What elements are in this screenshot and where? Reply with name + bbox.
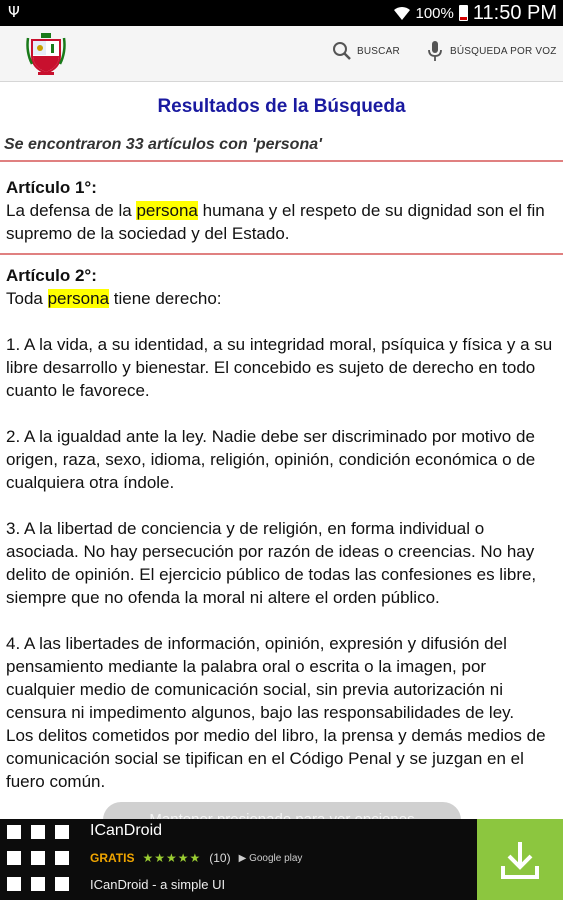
microphone-icon (424, 40, 446, 62)
download-icon (498, 838, 542, 882)
ad-app-name: ICanDroid (90, 822, 163, 839)
results-title: Resultados de la Búsqueda (157, 96, 406, 117)
ad-price: GRATIS (90, 851, 135, 865)
article-paragraph: 3. A la libertad de conciencia y de religión, en forma individual o asociada. No hay persecución por razón de ideas o creencias. No hay delito de opinión. El ejercicio público de todas las confesiones es libre, siempre que no ofenda la moral ni altere el orden público. (6, 519, 537, 607)
wifi-icon (393, 5, 411, 21)
rating-stars-icon: ★★★★★ (142, 851, 202, 865)
results-summary: Se encontraron 33 artículos con 'persona' (4, 136, 322, 153)
article-heading: Artículo 2°: (6, 266, 97, 285)
ad-rating-row (90, 851, 302, 865)
search-action[interactable] (331, 40, 400, 62)
search-label: BUSCAR (357, 45, 400, 57)
battery-percent: 100% (415, 4, 454, 22)
article-paragraph: 2. A la igualdad ante la ley. Nadie debe ser discriminado por motivo de origen, raza, sexo, idioma, religión, opinión, condición económica o de cualquiera otra índole. (6, 427, 536, 492)
status-bar (0, 0, 563, 26)
article-body: La defensa de la persona humana y el respeto de su dignidad son el fin supremo de la sociedad y del Estado. (6, 201, 545, 243)
clock: 11:50 PM (472, 1, 557, 24)
divider (0, 160, 563, 162)
article-heading: Artículo 1°: (6, 178, 97, 197)
article-paragraph: Los delitos cometidos por medio del libro, la prensa y demás medios de comunicación social se tipifican en el Código Penal y se juzgan en el fuero común. (6, 726, 546, 791)
divider (0, 253, 563, 255)
battery-charging-icon (459, 5, 468, 21)
article-item[interactable] (6, 176, 556, 245)
peru-coat-of-arms-logo[interactable] (24, 30, 68, 76)
ad-rating-count: (10) (209, 851, 231, 865)
usb-icon: Ψ (8, 3, 20, 21)
article-item[interactable] (6, 264, 556, 793)
article-intro: Toda persona tiene derecho: (6, 289, 222, 308)
ad-banner[interactable] (0, 819, 563, 900)
ad-tagline: ICanDroid - a simple UI (90, 877, 226, 892)
status-right (393, 2, 558, 24)
action-bar (0, 26, 563, 82)
search-highlight: persona (47, 289, 110, 308)
article-paragraph: 1. A la vida, a su identidad, a su integridad moral, psíquica y física y a su libre desarrollo y bienestar. El concebido es sujeto de derecho en todo cuanto le favorece. (6, 335, 553, 400)
search-icon (331, 40, 353, 62)
voice-search-action[interactable] (424, 40, 557, 62)
download-button[interactable] (477, 819, 563, 900)
google-play-icon: ▶ Google play (238, 852, 303, 864)
voice-search-label: BÚSQUEDA POR VOZ (450, 45, 557, 57)
article-paragraph: 4. A las libertades de información, opinión, expresión y difusión del pensamiento mediante la palabra oral o escrita o la imagen, por cualquier medio de comunicación social, sin previa autorización ni censura ni impedimento algunos, bajo las responsabilidades de ley. (6, 634, 515, 722)
search-highlight: persona (136, 201, 198, 220)
